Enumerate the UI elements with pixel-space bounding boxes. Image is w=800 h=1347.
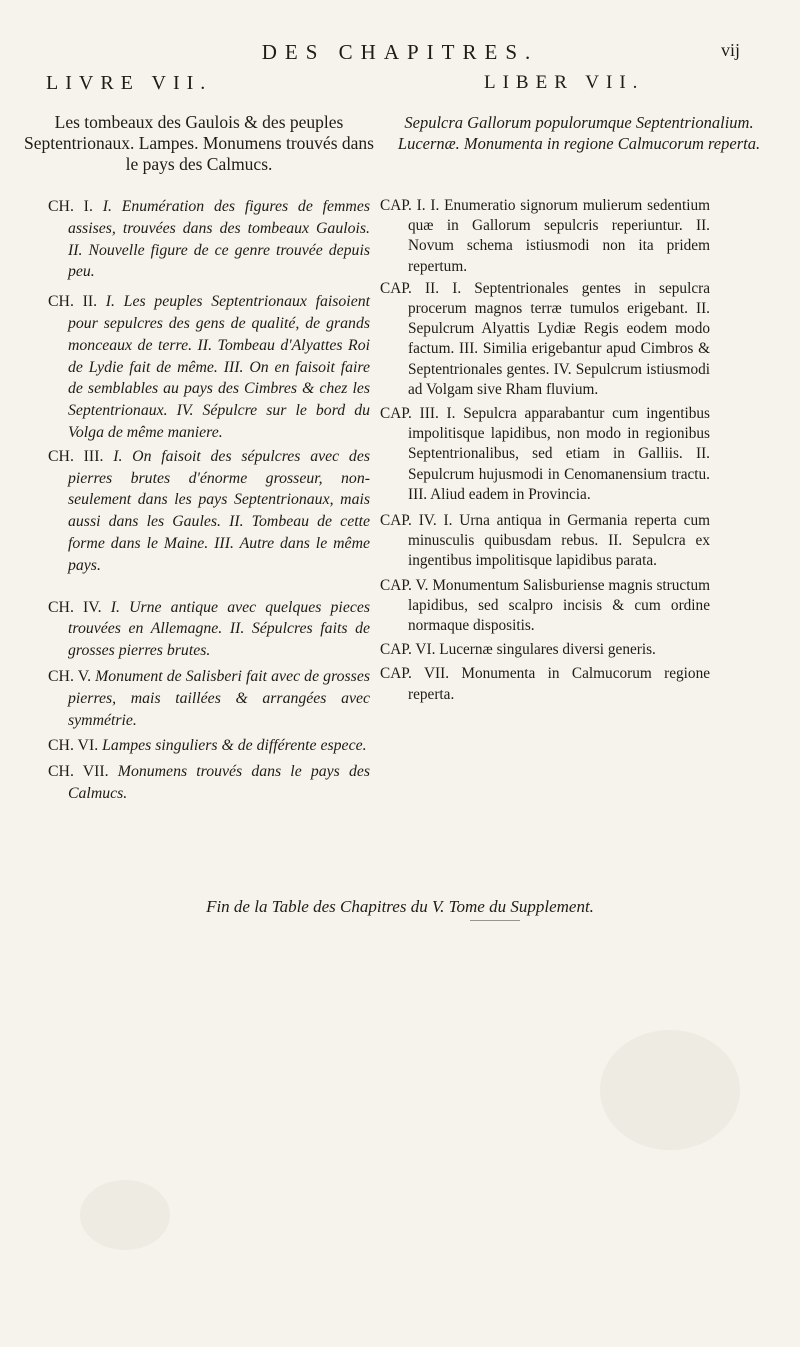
chapter-entry-fr — [48, 761, 370, 805]
livre-heading: LIVRE VII. — [46, 72, 213, 94]
chapter-entry-la — [380, 196, 710, 277]
chapter-label: CAP. V. — [380, 576, 429, 594]
chapter-text: Monumens trouvés dans le pays des Calmucs. — [68, 763, 371, 802]
chapter-label: CAP. II. — [380, 279, 440, 297]
paper-stain — [80, 1180, 170, 1250]
book-summary-french: Les tombeaux des Gaulois & des peuples Septentrionaux. Lampes. Monumens trouvés dans le pays des Calmucs. — [24, 112, 374, 174]
chapter-label: CH. V. — [48, 667, 92, 685]
chapter-text: I. Les peuples Septentrionaux faisoient pour sepulcres des gens de qualité, de grands monceaux de terre. II. Tombeau d'Alyattes Roi de Lydie fait de même. III. On en faisoit faire de semblables au pays des Cimbres & chez les Septentrionaux. IV. Sépulcre sur le bord du Volga de même maniere. — [68, 293, 370, 441]
chapter-label: CAP. I. — [380, 197, 426, 214]
chapter-entry-fr — [48, 446, 370, 577]
book-summary-latin: Sepulcra Gallorum populorumque Septentrionalium. Lucernæ. Monumenta in regione Calmucorum reperta. — [397, 113, 761, 153]
chapter-text: Monumentum Salisburiense magnis structum lapidibus, sed scalpro incisis & cum ordine normaque dispositis. — [408, 576, 710, 635]
chapter-label: CH. VI. — [48, 737, 99, 755]
chapter-text: Lucernæ singulares diversi generis. — [439, 641, 656, 659]
chapter-entry-la — [380, 640, 710, 660]
liber-heading: LIBER VII. — [484, 72, 645, 93]
table-end-note: Fin de la Table des Chapitres du V. Tome du Supplement. — [206, 897, 594, 916]
chapter-entry-fr — [48, 735, 370, 757]
chapter-entry-fr — [48, 196, 370, 283]
chapter-text: Lampes singuliers & de différente espece. — [102, 737, 367, 755]
chapter-text: Monument de Salisberi fait avec de grosses pierres, mais taillées & arrangées avec symmétrie. — [68, 667, 370, 729]
chapter-text: I. Urna antiqua in Germania reperta cum minusculis quibusdam rebus. II. Sepulcra ex ingentibus impolitisque lapidibus parata. — [408, 512, 710, 570]
footer-rule — [470, 920, 520, 921]
chapter-text: I. Urne antique avec quelques pieces trouvées en Allemagne. II. Sépulcres faits de grosses pierres brutes. — [68, 598, 371, 660]
chapter-label: CH. III. — [48, 447, 104, 465]
chapter-text: I. Enumeratio signorum mulierum sedentium quæ in Gallorum sepulcris reperiuntur. II. Novum schema istiusmodi non ita pridem repertum. — [408, 197, 710, 275]
chapter-text: I. On faisoit des sépulcres avec des pierres brutes d'énorme grosseur, non-seulement dans les pays Septentrionaux, mais aussi dans les Gaules. II. Tombeau de cette forme dans le Maine. III. Autre dans le même pays. — [68, 447, 370, 574]
chapter-label: CAP. IV. — [380, 512, 437, 530]
chapter-entry-fr — [48, 291, 370, 444]
chapter-text: Monumenta in Calmucorum regione reperta. — [408, 665, 711, 703]
paper-stain — [600, 1030, 740, 1150]
chapter-entry-fr — [48, 597, 370, 662]
chapter-label: CH. I. — [48, 198, 93, 215]
chapter-entry-la — [380, 576, 710, 637]
french-chapter-list — [48, 196, 370, 805]
chapter-text: I. Enumération des figures de femmes assises, trouvées dans des tombeaux Gaulois. II. Nouvelle figure de ce genre trouvée depuis peu. — [68, 198, 370, 281]
chapter-entry-la — [380, 404, 710, 505]
chapter-text: I. Septentrionales gentes in sepulcra procerum magnos terræ tumulos erigebant. II. Sepulcrum Alyattis Lydiæ Regis eodem modo factum. III. Similia erigebantur apud Cimbros & Septentrionales gentes. IV. Sepulcrum istiusmodi ad Volgam sive Rham fluvium. — [408, 279, 710, 398]
folio-number: vij — [720, 40, 740, 60]
chapter-label: CAP. III. — [380, 405, 439, 423]
chapter-entry-la — [380, 664, 710, 704]
latin-chapter-list — [380, 196, 710, 705]
running-head: DES CHAPITRES. — [261, 40, 539, 64]
chapter-entry-la — [380, 279, 710, 400]
chapter-entry-fr — [48, 666, 370, 731]
chapter-text: I. Sepulcra apparabantur cum ingentibus impolitisque lapidibus, non modo in regionibus Septentrionalibus, sed etiam in Galliis. II. Sepulcrum hujusmodi in Cenomanensium tractu. III. Aliud eadem in Provincia. — [408, 405, 710, 503]
chapter-label: CH. II. — [48, 293, 98, 311]
chapter-entry-la — [380, 511, 710, 572]
chapter-label: CH. IV. — [48, 598, 102, 616]
chapter-label: CAP. VII. — [380, 665, 450, 683]
chapter-label: CH. VII. — [48, 763, 109, 781]
chapter-label: CAP. VI. — [380, 641, 436, 659]
